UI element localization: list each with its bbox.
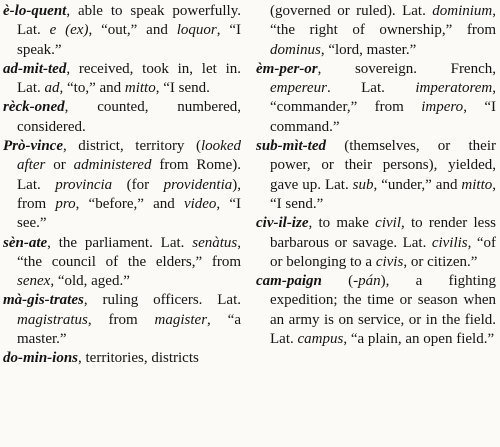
latin-term: senàtus xyxy=(192,234,238,251)
entry-headword: è-lo-quent xyxy=(3,3,67,19)
entry-headword: sub-mìt-ted xyxy=(256,138,326,155)
entry-headword: mà-gis-trates xyxy=(3,292,84,309)
definition-text: ), from xyxy=(17,176,241,212)
glossary-entry xyxy=(256,60,496,137)
definition-text: . Lat. xyxy=(326,80,416,97)
definition-text: ), a fighting expedition; the time or season when an army is on service, or in the field. Lat. xyxy=(270,273,496,348)
definition-text: , “I send.” xyxy=(270,176,496,212)
glossary-entry xyxy=(256,137,496,214)
entry-headword: do-min-ions xyxy=(3,350,79,367)
definition-text: , “under,” and xyxy=(373,176,462,193)
latin-term: senex xyxy=(17,273,51,290)
latin-term: dominus xyxy=(270,41,321,58)
definition-text: , “I speak.” xyxy=(17,22,241,58)
definition-text: , “old, aged.” xyxy=(50,273,130,290)
latin-term: magister xyxy=(154,311,208,328)
definition-text: , “I command.” xyxy=(270,99,496,135)
entry-headword: civ-il-ize xyxy=(256,215,309,232)
latin-term: civis xyxy=(375,253,404,270)
entry-headword: Prò-vince xyxy=(3,138,63,155)
latin-term: ad xyxy=(44,80,60,97)
definition-text: (- xyxy=(321,273,359,290)
left-column xyxy=(3,2,241,369)
definition-text: , counted, numbered, considered. xyxy=(17,99,241,135)
latin-term: pán xyxy=(358,273,381,290)
glossary-entry xyxy=(256,272,496,349)
definition-text: , sovereign. French, xyxy=(317,60,496,77)
glossary-entry xyxy=(3,349,241,368)
definition-text: (for xyxy=(112,176,164,193)
latin-term: pro xyxy=(55,195,76,212)
definition-text: , district, territory ( xyxy=(62,138,202,155)
latin-term: sub xyxy=(352,176,374,193)
latin-term: impero xyxy=(421,99,464,116)
latin-term: mitto xyxy=(461,176,493,193)
definition-text: or xyxy=(45,157,74,174)
entry-headword: ad-mit-ted xyxy=(3,60,67,77)
definition-text: , ruling officers. Lat. xyxy=(83,292,241,309)
definition-text: , territories, districts xyxy=(78,350,199,367)
definition-text: , “I see.” xyxy=(17,195,241,232)
definition-text: (governed or ruled). Lat. xyxy=(270,3,433,19)
definition-text: , “to,” and xyxy=(59,80,125,97)
definition-text: , “I send. xyxy=(155,80,210,97)
latin-term: administered xyxy=(73,157,152,174)
right-column xyxy=(256,2,496,349)
definition-text: , or citizen.” xyxy=(403,253,478,270)
entry-headword: rèck-oned xyxy=(3,99,65,116)
definition-text: , the parliament. Lat. xyxy=(47,234,193,251)
latin-term: looked after xyxy=(17,138,241,174)
definition-text: from Rome). Lat. xyxy=(17,157,242,193)
latin-term: video xyxy=(183,195,217,212)
definition-text: , “a master.” xyxy=(17,311,241,348)
glossary-entry xyxy=(3,291,241,349)
glossary-entry xyxy=(256,2,496,60)
definition-text: (themselves, or their power, or their persons), yielded, gave up. Lat. xyxy=(270,138,496,193)
latin-term: mitto xyxy=(124,80,156,97)
definition-text: , able to speak powerfully. Lat. xyxy=(17,3,241,39)
latin-term: provincia xyxy=(55,176,113,193)
definition-text: , to render less barbarous or savage. Lat. xyxy=(270,215,496,251)
entry-headword: sèn-ate xyxy=(3,234,48,251)
glossary-entry xyxy=(3,234,241,292)
latin-term: civil xyxy=(375,215,401,232)
entry-headword: cam-paign xyxy=(256,273,322,290)
definition-text: , “the right of ownership,” from xyxy=(270,3,496,39)
definition-text: , from xyxy=(87,311,155,328)
glossary-entry xyxy=(3,137,241,233)
latin-term: magistratus xyxy=(17,311,88,328)
latin-term: providentia xyxy=(163,176,233,193)
definition-text: , “a plain, an open field.” xyxy=(343,331,495,348)
definition-text: , “out,” and xyxy=(88,22,177,39)
definition-text: , “lord, master.” xyxy=(320,41,417,58)
definition-text: , “of or belonging to a xyxy=(270,234,497,270)
definition-text: , received, took in, let in. Lat. xyxy=(17,60,241,97)
glossary-entry xyxy=(3,2,241,60)
glossary-entry xyxy=(3,98,241,137)
latin-term: dominium xyxy=(432,3,493,19)
glossary-entry xyxy=(3,60,241,99)
latin-term: empereur xyxy=(270,80,327,97)
glossary-entry xyxy=(256,214,496,272)
definition-text: , “the council of the elders,” from xyxy=(17,234,241,270)
latin-term: loquor xyxy=(176,22,217,39)
definition-text: , “commander,” from xyxy=(270,80,496,116)
latin-term: imperatorem xyxy=(415,80,493,97)
definition-text: , “before,” and xyxy=(75,195,184,212)
latin-term: civilis xyxy=(431,234,468,251)
definition-text: , to make xyxy=(308,215,376,232)
latin-term: e (ex) xyxy=(49,22,89,39)
entry-headword: èm-per-or xyxy=(256,60,318,77)
latin-term: campus xyxy=(297,331,344,348)
